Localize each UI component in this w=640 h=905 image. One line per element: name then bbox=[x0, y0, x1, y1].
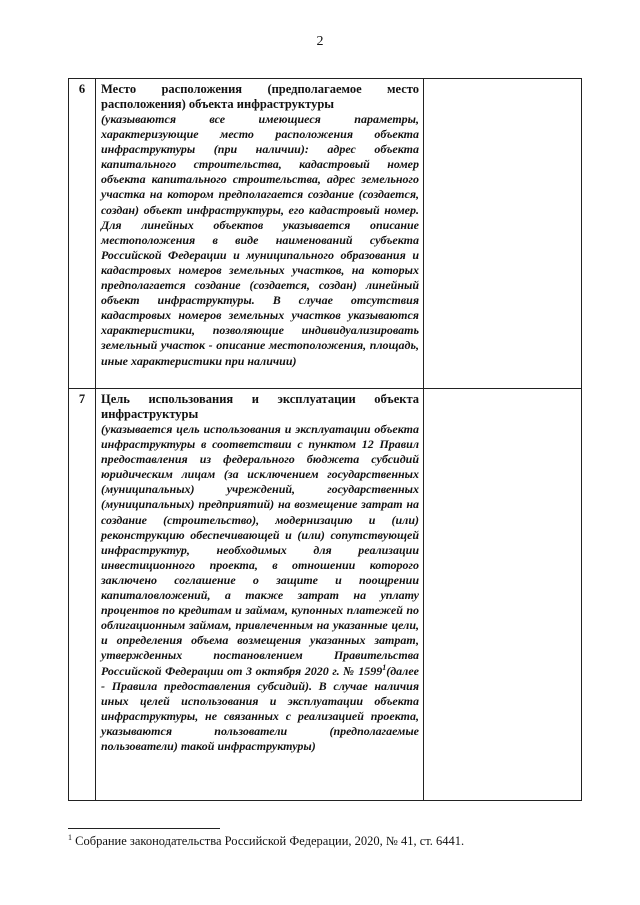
field-title: Цель использования и эксплуатации объекта инфраструктуры bbox=[101, 392, 419, 421]
field-title: Место расположения (предполагаемое место расположения) объекта инфраструктуры bbox=[101, 82, 419, 111]
table-row bbox=[69, 389, 582, 801]
footnote-marker: 1 bbox=[68, 832, 72, 842]
footnote-text: Собрание законодательства Российской Федерации, 2020, № 41, ст. 6441. bbox=[72, 834, 465, 848]
table-row bbox=[69, 79, 582, 389]
field-instructions: (указываются все имеющиеся параметры, характеризующие место расположения объекта инфраструктуры (при наличии): адрес объекта капитального строительства, кадастровый номер объекта капитального строительства, адрес земельного участка на котором предполагается создание (создается, создан) объект инфраструктуры, его кадастровый номер. Для линейных объектов указывается описание местоположения в виде наименований субъекта Российской Федерации и муниципального образования и кадастровых номеров земельных участков, на которых предполагается создание (создается, создан) линейный объект инфраструктуры. В случае отсутствия кадастровых номеров земельных участков указываются характеристики, позволяющие индивидуализировать земельный участок - описание местоположения, площадь, иные характеристики при наличии) bbox=[101, 112, 419, 368]
footnote-separator bbox=[68, 828, 220, 829]
footnote-reference: 1 bbox=[382, 662, 387, 672]
footnote bbox=[68, 834, 464, 849]
instructions-text-part1: (указывается цель использования и эксплуатации объекта инфраструктуры в соответствии с пунктом 12 Правил предоставления из федерального бюджета субсидий юридическим лицам (за исключением государственных (муниципальных) учреждений, государственных (муниципальных) предприятий) на возмещение затрат на создание (строительство), модернизацию и (или) реконструкцию обеспечивающей и (или) сопутствующей инфраструктур, необходимых для реализации инвестиционного проекта, в отношении которого заключено соглашение о защите и поощрении капиталовложений, а также затрат на уплату процентов по кредитам и займам, купонных платежей по облигационным займам, привлеченным на указанные цели, и определения объема возмещения указанных затрат, утвержденных постановлением Правительства Российской Федерации от 3 октября 2020 г. № 1599 bbox=[101, 422, 419, 678]
page-number: 2 bbox=[316, 34, 324, 49]
row-number: 6 bbox=[69, 79, 96, 389]
field-description-cell bbox=[96, 389, 424, 801]
form-table bbox=[68, 78, 582, 801]
row-number: 7 bbox=[69, 389, 96, 801]
instructions-text-part2: (далее - Правила предоставления субсидий). В случае наличия иных целей использования и эксплуатации объекта инфраструктуры, не связанных с реализацией проекта, указываются пользователи (предполагаемые пользователи) такой инфраструктуры) bbox=[101, 663, 419, 753]
field-description-cell bbox=[96, 79, 424, 389]
field-value-cell bbox=[424, 79, 582, 389]
field-instructions bbox=[101, 422, 419, 754]
field-value-cell bbox=[424, 389, 582, 801]
